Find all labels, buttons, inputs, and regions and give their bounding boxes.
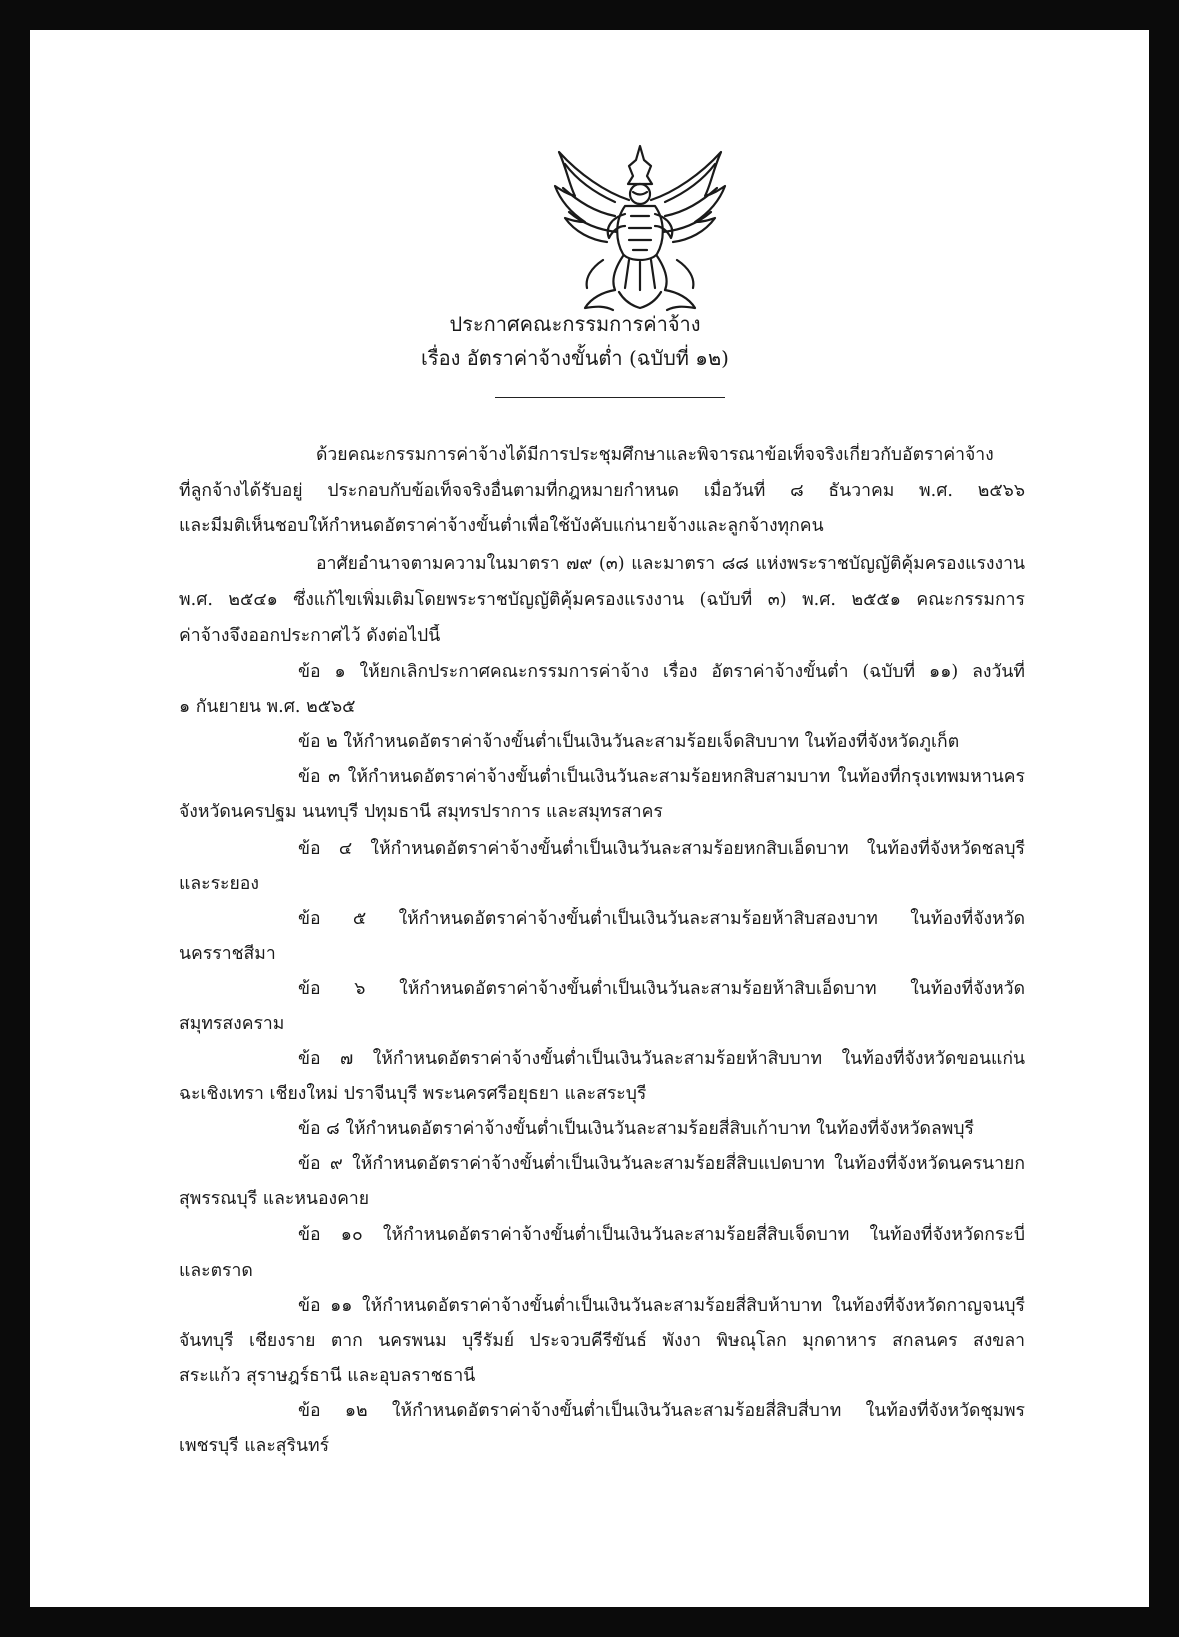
clause-line: ข้อ ๓ ให้กำหนดอัตราค่าจ้างขั้นต่ำเป็นเงินวันละสามร้อยหกสิบสามบาท ในท้องที่กรุงเทพมหานคร bbox=[298, 767, 1025, 787]
clause-continuation: ฉะเชิงเทรา เชียงใหม่ ปราจีนบุรี พระนครศรีอยุธยา และสระบุรี bbox=[179, 1084, 647, 1104]
title-divider bbox=[495, 397, 725, 398]
clause-continuation: ๑ กันยายน พ.ศ. ๒๕๖๕ bbox=[179, 697, 356, 717]
clause-line: ข้อ ๙ ให้กำหนดอัตราค่าจ้างขั้นต่ำเป็นเงินวันละสามร้อยสี่สิบแปดบาท ในท้องที่จังหวัดนครนายก bbox=[298, 1154, 1025, 1174]
clause-line: ข้อ ๑๒ ให้กำหนดอัตราค่าจ้างขั้นต่ำเป็นเงินวันละสามร้อยสี่สิบสี่บาท ในท้องที่จังหวัดชุมพร bbox=[298, 1401, 1025, 1421]
page-subtitle: เรื่อง อัตราค่าจ้างขั้นต่ำ (ฉบับที่ ๑๒) bbox=[421, 346, 729, 370]
preamble-line: ด้วยคณะกรรมการค่าจ้างได้มีการประชุมศึกษาและพิจารณาข้อเท็จจริงเกี่ยวกับอัตราค่าจ้าง bbox=[316, 445, 994, 465]
clause-continuation: จันทบุรี เชียงราย ตาก นครพนม บุรีรัมย์ ประจวบคีรีขันธ์ พังงา พิษณุโลก มุกดาหาร สกลนคร สงขลา bbox=[179, 1331, 1025, 1351]
clause-continuation: นครราชสีมา bbox=[179, 944, 276, 964]
document-page bbox=[30, 30, 1149, 1607]
clause-line: ข้อ ๘ ให้กำหนดอัตราค่าจ้างขั้นต่ำเป็นเงินวันละสามร้อยสี่สิบเก้าบาท ในท้องที่จังหวัดลพบุรี bbox=[298, 1119, 974, 1139]
clause-line: ข้อ ๑ ให้ยกเลิกประกาศคณะกรรมการค่าจ้าง เรื่อง อัตราค่าจ้างขั้นต่ำ (ฉบับที่ ๑๑) ลงวันที่ bbox=[298, 662, 1025, 682]
clause-line: ข้อ ๒ ให้กำหนดอัตราค่าจ้างขั้นต่ำเป็นเงินวันละสามร้อยเจ็ดสิบบาท ในท้องที่จังหวัดภูเก็ต bbox=[298, 732, 960, 752]
clause-line: ข้อ ๑๐ ให้กำหนดอัตราค่าจ้างขั้นต่ำเป็นเงินวันละสามร้อยสี่สิบเจ็ดบาท ในท้องที่จังหวัดกระบี่ bbox=[298, 1225, 1025, 1245]
clause-continuation: จังหวัดนครปฐม นนทบุรี ปทุมธานี สมุทรปราการ และสมุทรสาคร bbox=[179, 802, 663, 822]
clause-line: ข้อ ๖ ให้กำหนดอัตราค่าจ้างขั้นต่ำเป็นเงินวันละสามร้อยห้าสิบเอ็ดบาท ในท้องที่จังหวัด bbox=[298, 979, 1025, 999]
clause-line: ข้อ ๔ ให้กำหนดอัตราค่าจ้างขั้นต่ำเป็นเงินวันละสามร้อยหกสิบเอ็ดบาท ในท้องที่จังหวัดชลบุรี bbox=[298, 839, 1025, 859]
garuda-emblem-icon bbox=[545, 140, 735, 315]
page-title: ประกาศคณะกรรมการค่าจ้าง bbox=[449, 312, 701, 336]
preamble-line: พ.ศ. ๒๕๔๑ ซึ่งแก้ไขเพิ่มเติมโดยพระราชบัญญัติคุ้มครองแรงงาน (ฉบับที่ ๓) พ.ศ. ๒๕๕๑ คณะกรรมการ bbox=[179, 590, 1025, 610]
clause-line: ข้อ ๕ ให้กำหนดอัตราค่าจ้างขั้นต่ำเป็นเงินวันละสามร้อยห้าสิบสองบาท ในท้องที่จังหวัด bbox=[298, 909, 1025, 929]
preamble-line: อาศัยอำนาจตามความในมาตรา ๗๙ (๓) และมาตรา ๘๘ แห่งพระราชบัญญัติคุ้มครองแรงงาน bbox=[316, 554, 1025, 574]
clause-line: ข้อ ๑๑ ให้กำหนดอัตราค่าจ้างขั้นต่ำเป็นเงินวันละสามร้อยสี่สิบห้าบาท ในท้องที่จังหวัดกาญจนบุรี bbox=[298, 1296, 1025, 1316]
preamble-line: ค่าจ้างจึงออกประกาศไว้ ดังต่อไปนี้ bbox=[179, 626, 441, 646]
clause-continuation: และตราด bbox=[179, 1261, 253, 1281]
clause-continuation: สระแก้ว สุราษฎร์ธานี และอุบลราชธานี bbox=[179, 1366, 476, 1386]
preamble-line: ที่ลูกจ้างได้รับอยู่ ประกอบกับข้อเท็จจริงอื่นตามที่กฎหมายกำหนด เมื่อวันที่ ๘ ธันวาคม พ.ศ. ๒๕๖๖ bbox=[179, 481, 1025, 501]
clause-continuation: สุพรรณบุรี และหนองคาย bbox=[179, 1189, 370, 1209]
preamble-line: และมีมติเห็นชอบให้กำหนดอัตราค่าจ้างขั้นต่ำเพื่อใช้บังคับแก่นายจ้างและลูกจ้างทุกคน bbox=[179, 516, 824, 536]
clause-continuation: และระยอง bbox=[179, 874, 259, 894]
clause-line: ข้อ ๗ ให้กำหนดอัตราค่าจ้างขั้นต่ำเป็นเงินวันละสามร้อยห้าสิบบาท ในท้องที่จังหวัดขอนแก่น bbox=[298, 1049, 1025, 1069]
clause-continuation: เพชรบุรี และสุรินทร์ bbox=[179, 1436, 330, 1456]
clause-continuation: สมุทรสงคราม bbox=[179, 1014, 285, 1034]
